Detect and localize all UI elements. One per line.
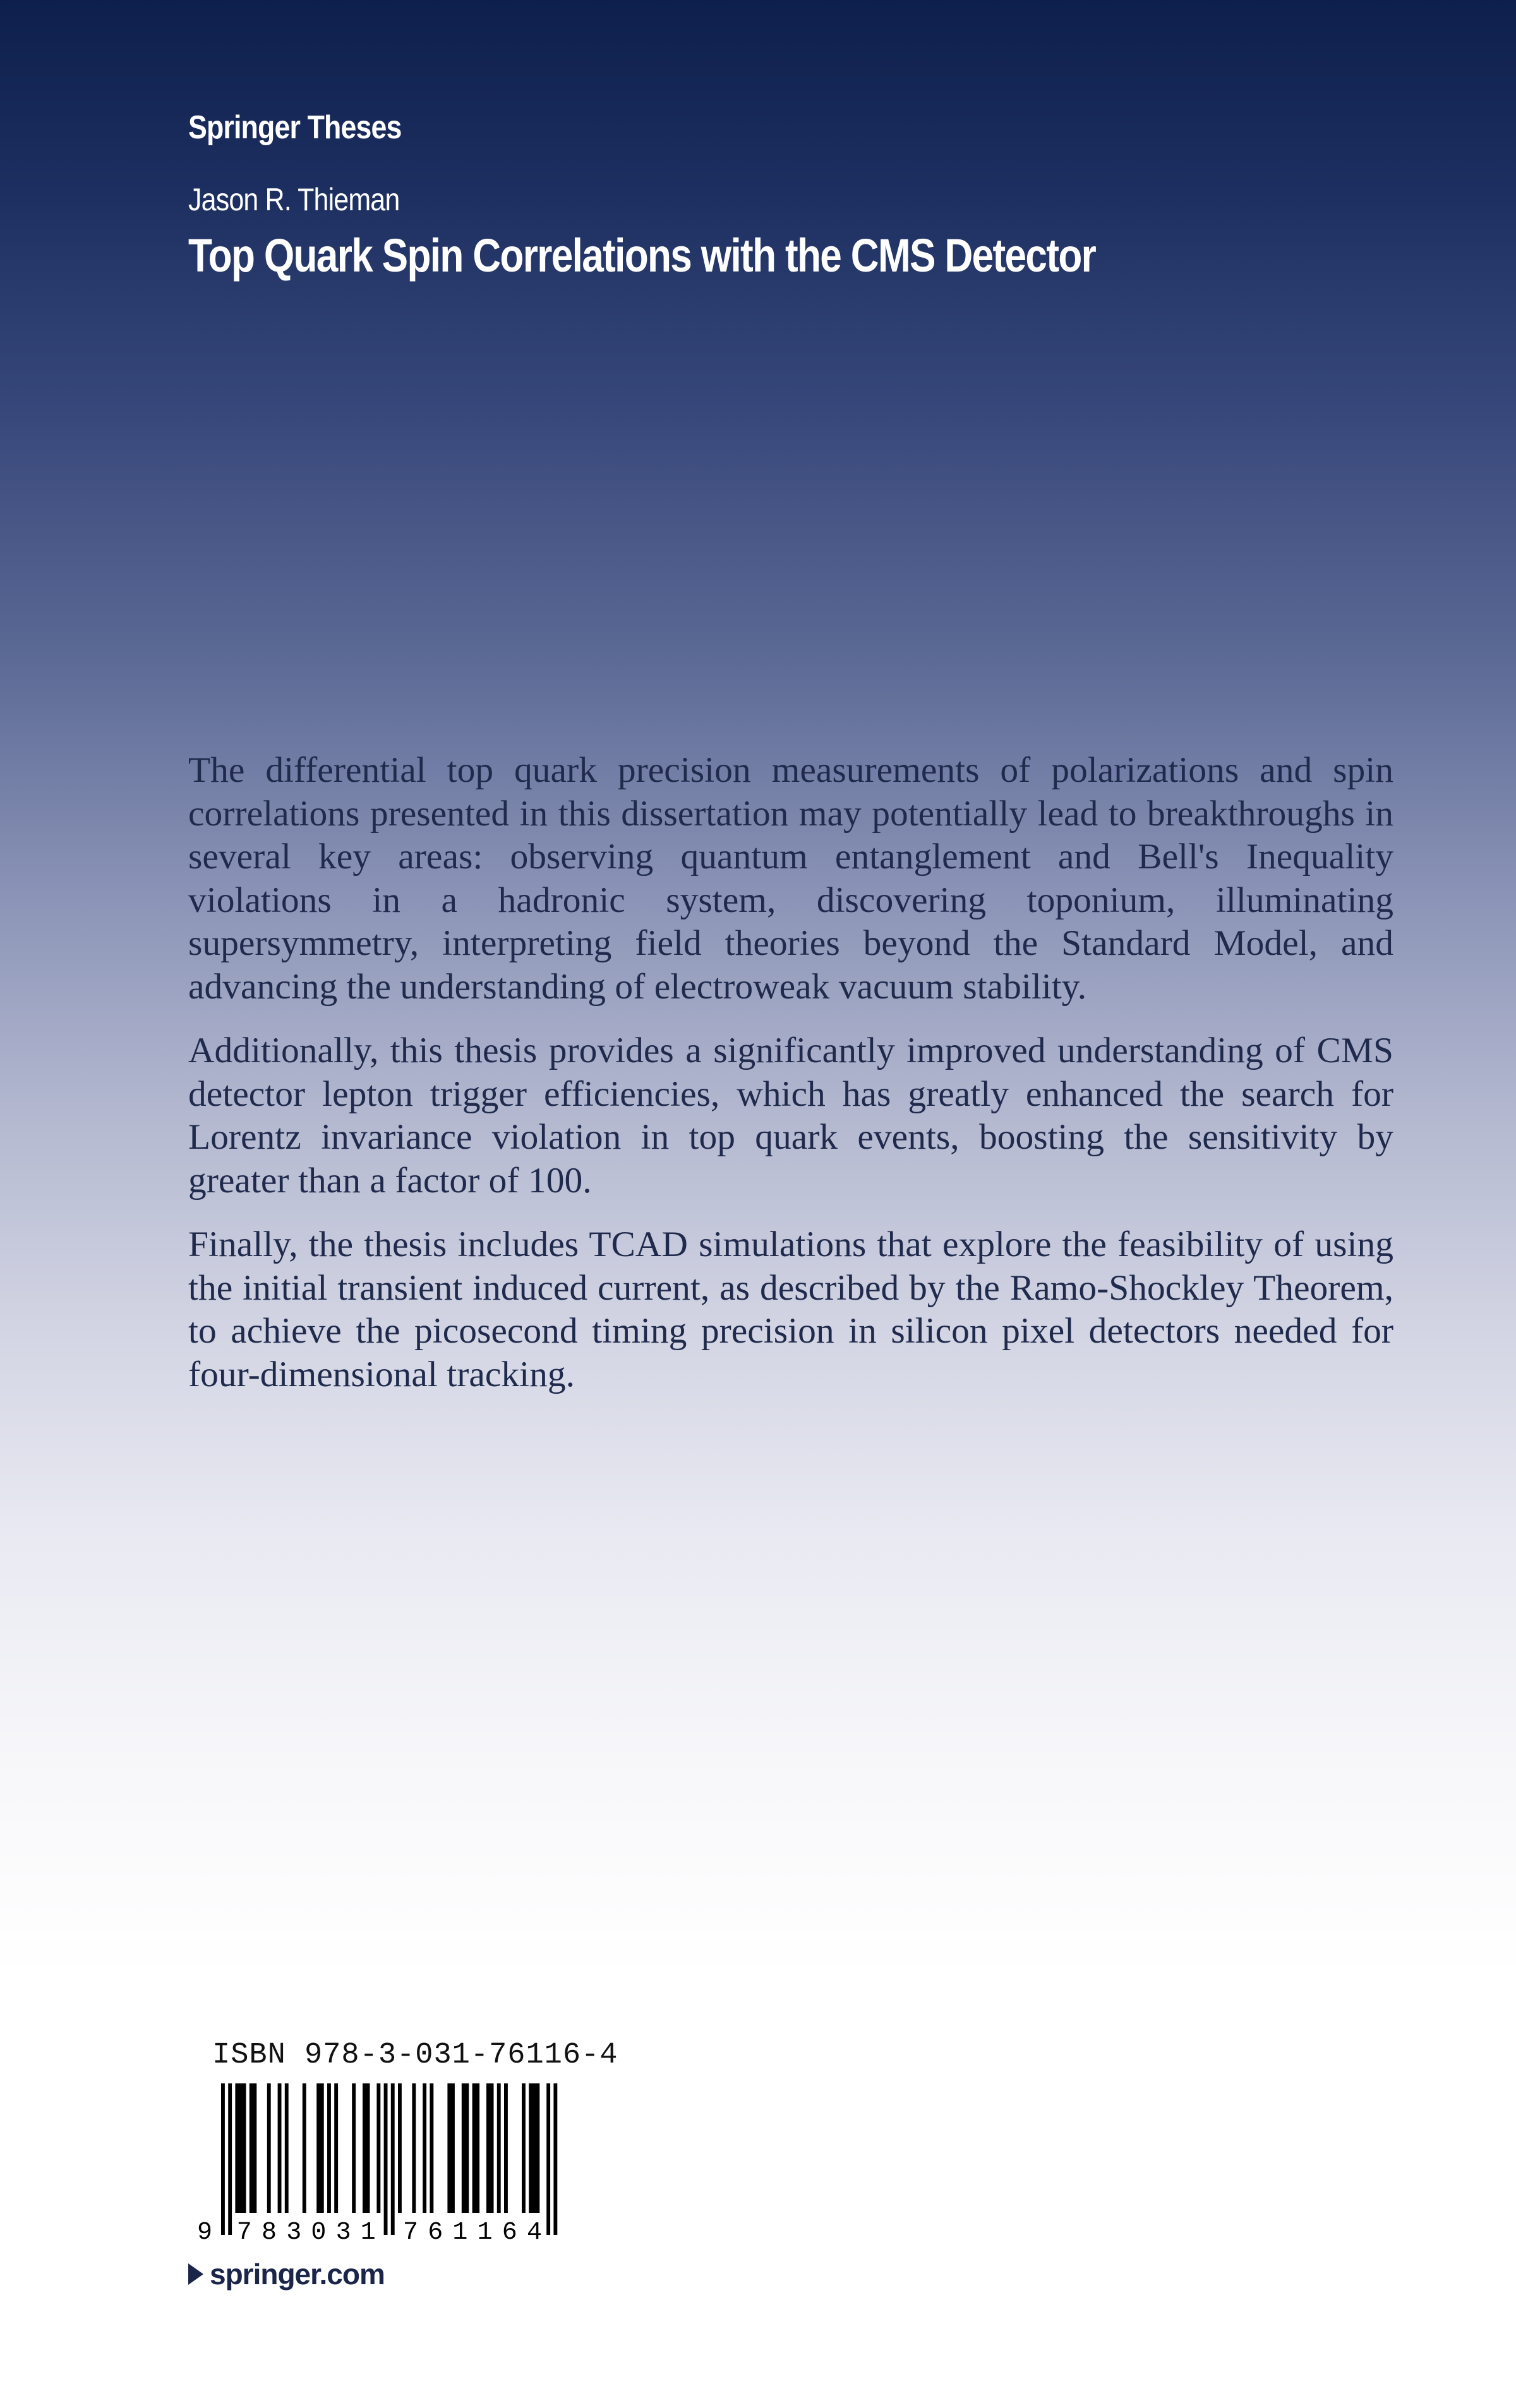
- barcode-bar: [423, 2083, 426, 2213]
- barcode-digit: 3: [286, 2219, 302, 2245]
- blurb-paragraph: The differential top quark precision measurements of polarizations and spin correlations presented in this dissertation may potentially lead to breakthroughs in several key areas: observing quantum entanglement and Bell's Inequality violations in a hadronic system, discovering toponium, illuminating supersymmetry, interpreting field theories beyond the Standard Model, and advancing the understanding of electroweak vacuum stability.: [188, 750, 1393, 1007]
- barcode-bar: [366, 2083, 370, 2213]
- barcode-bar: [504, 2083, 508, 2213]
- barcode-bar: [497, 2083, 501, 2213]
- barcode-bar: [384, 2083, 388, 2235]
- barcode-bar: [529, 2083, 532, 2213]
- barcode-bar: [522, 2083, 526, 2213]
- barcode-bar: [553, 2083, 557, 2235]
- barcode-bar: [267, 2083, 271, 2213]
- barcode-digit: 6: [502, 2219, 517, 2245]
- springer-link[interactable]: [188, 2257, 385, 2291]
- barcode-bar: [532, 2083, 536, 2213]
- barcode-bar: [285, 2083, 289, 2213]
- barcode-bar: [472, 2083, 476, 2213]
- barcode-digit: 3: [335, 2219, 351, 2245]
- barcode-bar: [363, 2083, 366, 2213]
- barcode-bar: [451, 2083, 455, 2213]
- barcode-bar: [412, 2083, 416, 2213]
- book-title: Top Quark Spin Correlations with the CMS Detector: [188, 229, 1096, 282]
- barcode-bar: [253, 2083, 256, 2213]
- blurb-paragraph: Finally, the thesis includes TCAD simulations that explore the feasibility of using the initial transient induced current, as described by the Ramo-Shockley Theorem, to achieve the picosecond timing precision in silicon pixel detectors needed for four-dimensional tracking.: [188, 1225, 1393, 1394]
- author-name: Jason R. Thieman: [188, 182, 400, 217]
- barcode-digit: 7: [236, 2219, 252, 2245]
- barcode-bar: [228, 2083, 232, 2235]
- barcode-bar: [243, 2083, 246, 2213]
- barcode-bar: [334, 2083, 338, 2213]
- barcode-digit: 6: [428, 2219, 443, 2245]
- barcode-bar: [239, 2083, 243, 2213]
- barcode-bar: [476, 2083, 479, 2213]
- barcode-digit: 7: [403, 2219, 419, 2245]
- barcode-bar: [536, 2083, 539, 2213]
- barcode-bar: [430, 2083, 433, 2213]
- barcode-bar: [398, 2083, 402, 2213]
- barcode-bar: [352, 2083, 356, 2213]
- barcode-bar: [327, 2083, 331, 2213]
- barcode-bar: [320, 2083, 324, 2213]
- barcode-bar: [278, 2083, 282, 2213]
- barcode-bar: [465, 2083, 469, 2213]
- barcode-digit: 1: [477, 2219, 493, 2245]
- barcode-digit: 8: [262, 2219, 277, 2245]
- barcode-digit: 4: [527, 2219, 543, 2245]
- barcode-digit: 9: [197, 2219, 213, 2245]
- barcode-bar: [546, 2083, 550, 2235]
- barcode-digit: 1: [360, 2219, 376, 2245]
- series-name: Springer Theses: [188, 109, 402, 146]
- barcode-bar: [490, 2083, 494, 2213]
- springer-link-text: springer.com: [210, 2258, 385, 2291]
- barcode-bar: [250, 2083, 253, 2213]
- barcode-bar: [235, 2083, 239, 2213]
- triangle-arrow-icon: [188, 2263, 203, 2285]
- barcode-bar: [316, 2083, 320, 2213]
- barcode-bar: [462, 2083, 466, 2213]
- barcode-bar: [376, 2083, 380, 2213]
- barcode-bar: [391, 2083, 395, 2235]
- barcode-digit: 0: [311, 2219, 327, 2245]
- barcode-bar: [447, 2083, 451, 2213]
- barcode-digit: 1: [452, 2219, 468, 2245]
- barcode-bar: [486, 2083, 490, 2213]
- barcode-bar: [303, 2083, 306, 2213]
- barcode: [188, 2081, 593, 2245]
- barcode-graphic: [188, 2081, 593, 2245]
- barcode-bar: [221, 2083, 225, 2235]
- blurb-paragraph: Additionally, this thesis provides a significantly improved understanding of CMS detector lepton trigger efficiencies, which has greatly enhanced the search for Lorentz invariance violation in top quark events, boosting the sensitivity by greater than a factor of 100.: [188, 1031, 1393, 1201]
- isbn-label: ISBN 978-3-031-76116-4: [212, 2039, 618, 2072]
- blurb: [188, 749, 1393, 1417]
